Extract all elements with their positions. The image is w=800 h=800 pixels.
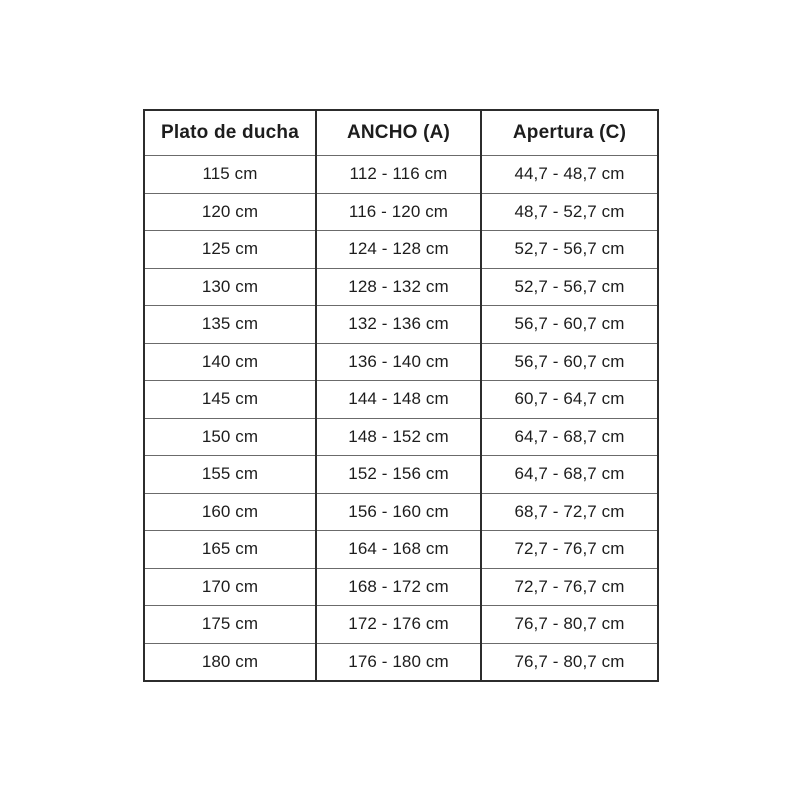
cell-apertura: 76,7 - 80,7 cm xyxy=(481,606,658,644)
cell-ancho: 148 - 152 cm xyxy=(316,418,481,456)
cell-apertura: 60,7 - 64,7 cm xyxy=(481,381,658,419)
cell-plato-de-ducha: 115 cm xyxy=(144,156,316,194)
cell-apertura: 72,7 - 76,7 cm xyxy=(481,568,658,606)
cell-ancho: 132 - 136 cm xyxy=(316,306,481,344)
cell-apertura: 44,7 - 48,7 cm xyxy=(481,156,658,194)
cell-ancho: 124 - 128 cm xyxy=(316,231,481,269)
cell-ancho: 136 - 140 cm xyxy=(316,343,481,381)
cell-plato-de-ducha: 125 cm xyxy=(144,231,316,269)
cell-plato-de-ducha: 155 cm xyxy=(144,456,316,494)
table-row xyxy=(144,381,658,419)
cell-plato-de-ducha: 175 cm xyxy=(144,606,316,644)
cell-ancho: 156 - 160 cm xyxy=(316,493,481,531)
cell-apertura: 48,7 - 52,7 cm xyxy=(481,193,658,231)
cell-plato-de-ducha: 135 cm xyxy=(144,306,316,344)
table-row xyxy=(144,456,658,494)
table-row xyxy=(144,568,658,606)
cell-ancho: 172 - 176 cm xyxy=(316,606,481,644)
cell-apertura: 52,7 - 56,7 cm xyxy=(481,231,658,269)
table-row xyxy=(144,268,658,306)
size-table xyxy=(143,109,659,682)
column-header-apertura: Apertura (C) xyxy=(481,110,658,156)
cell-ancho: 176 - 180 cm xyxy=(316,643,481,681)
cell-ancho: 152 - 156 cm xyxy=(316,456,481,494)
size-table-container xyxy=(143,109,659,682)
cell-apertura: 64,7 - 68,7 cm xyxy=(481,418,658,456)
table-row xyxy=(144,343,658,381)
cell-ancho: 116 - 120 cm xyxy=(316,193,481,231)
cell-apertura: 64,7 - 68,7 cm xyxy=(481,456,658,494)
size-table-header xyxy=(144,110,658,156)
table-row xyxy=(144,156,658,194)
cell-ancho: 112 - 116 cm xyxy=(316,156,481,194)
cell-apertura: 56,7 - 60,7 cm xyxy=(481,343,658,381)
cell-ancho: 128 - 132 cm xyxy=(316,268,481,306)
cell-apertura: 52,7 - 56,7 cm xyxy=(481,268,658,306)
table-row xyxy=(144,531,658,569)
cell-ancho: 168 - 172 cm xyxy=(316,568,481,606)
cell-plato-de-ducha: 120 cm xyxy=(144,193,316,231)
size-table-body xyxy=(144,156,658,682)
cell-plato-de-ducha: 145 cm xyxy=(144,381,316,419)
cell-apertura: 76,7 - 80,7 cm xyxy=(481,643,658,681)
cell-plato-de-ducha: 165 cm xyxy=(144,531,316,569)
cell-plato-de-ducha: 170 cm xyxy=(144,568,316,606)
table-row xyxy=(144,643,658,681)
cell-plato-de-ducha: 130 cm xyxy=(144,268,316,306)
table-row xyxy=(144,193,658,231)
cell-plato-de-ducha: 160 cm xyxy=(144,493,316,531)
table-row xyxy=(144,231,658,269)
header-row xyxy=(144,110,658,156)
cell-apertura: 72,7 - 76,7 cm xyxy=(481,531,658,569)
column-header-ancho: ANCHO (A) xyxy=(316,110,481,156)
cell-plato-de-ducha: 150 cm xyxy=(144,418,316,456)
table-row xyxy=(144,306,658,344)
cell-ancho: 144 - 148 cm xyxy=(316,381,481,419)
cell-plato-de-ducha: 180 cm xyxy=(144,643,316,681)
table-row xyxy=(144,493,658,531)
table-row xyxy=(144,606,658,644)
cell-ancho: 164 - 168 cm xyxy=(316,531,481,569)
cell-plato-de-ducha: 140 cm xyxy=(144,343,316,381)
cell-apertura: 68,7 - 72,7 cm xyxy=(481,493,658,531)
cell-apertura: 56,7 - 60,7 cm xyxy=(481,306,658,344)
table-row xyxy=(144,418,658,456)
column-header-plato-de-ducha: Plato de ducha xyxy=(144,110,316,156)
